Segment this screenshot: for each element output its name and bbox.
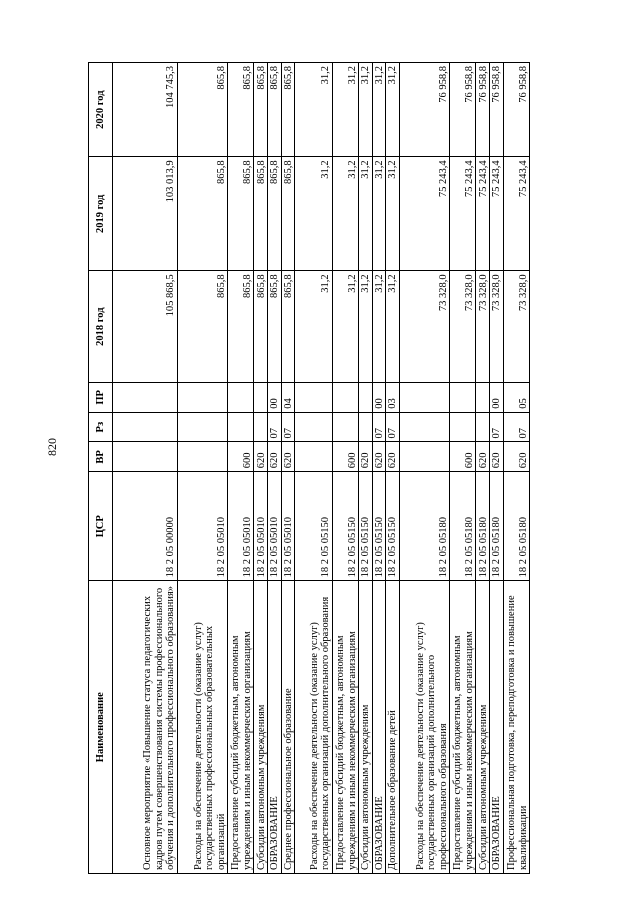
cell-rz (254, 412, 268, 442)
table-row (268, 63, 282, 874)
cell-rz (450, 412, 476, 442)
cell-name: Субсидии автономным учреждениям (476, 581, 490, 874)
table-row (332, 63, 358, 874)
table-row (281, 63, 295, 874)
cell-pr: 00 (372, 382, 386, 412)
cell-rz (476, 412, 490, 442)
table-row (399, 63, 449, 874)
table-row (254, 63, 268, 874)
cell-name: Предоставление субсидий бюджетным, автономным учреждениям и иным некоммерческим организациям (332, 581, 358, 874)
cell-2020: 865,8 (268, 63, 282, 157)
table-row (295, 63, 333, 874)
cell-2020: 31,2 (332, 63, 358, 157)
table-row (490, 63, 504, 874)
cell-2019: 865,8 (254, 157, 268, 271)
table-row (372, 63, 386, 874)
cell-2018: 31,2 (386, 271, 400, 383)
cell-2019: 31,2 (372, 157, 386, 271)
cell-rz: 07 (268, 412, 282, 442)
cell-vr: 620 (490, 442, 504, 472)
cell-2019: 75 243,4 (399, 157, 449, 271)
cell-csr: 18 2 05 05150 (359, 472, 373, 581)
cell-2019: 31,2 (386, 157, 400, 271)
cell-rz (399, 412, 449, 442)
cell-name: Субсидии автономным учреждениям (359, 581, 373, 874)
cell-csr: 18 2 05 05010 (268, 472, 282, 581)
cell-vr (113, 442, 178, 472)
cell-rz (113, 412, 178, 442)
header-vr: ВР (89, 442, 113, 472)
cell-pr (450, 382, 476, 412)
cell-2018: 73 328,0 (490, 271, 504, 383)
cell-rz: 07 (503, 412, 529, 442)
cell-2019: 75 243,4 (450, 157, 476, 271)
cell-2020: 865,8 (281, 63, 295, 157)
cell-2020: 76 958,8 (503, 63, 529, 157)
cell-name: Расходы на обеспечение деятельности (оказание услуг) государственных профессиональных образовательных организаций (177, 581, 227, 874)
cell-2019: 75 243,4 (503, 157, 529, 271)
header-csr: ЦСР (89, 472, 113, 581)
cell-2018: 865,8 (177, 271, 227, 383)
cell-vr (295, 442, 333, 472)
cell-2019: 103 013,9 (113, 157, 178, 271)
cell-2019: 75 243,4 (476, 157, 490, 271)
rotated-table-container (88, 62, 530, 874)
cell-pr: 00 (268, 382, 282, 412)
cell-vr: 620 (476, 442, 490, 472)
cell-rz: 07 (372, 412, 386, 442)
cell-vr: 620 (254, 442, 268, 472)
cell-2019: 865,8 (177, 157, 227, 271)
cell-2020: 31,2 (359, 63, 373, 157)
cell-csr: 18 2 05 05180 (490, 472, 504, 581)
cell-2018: 865,8 (281, 271, 295, 383)
cell-rz: 07 (490, 412, 504, 442)
cell-2020: 104 745,3 (113, 63, 178, 157)
cell-csr: 18 2 05 05010 (281, 472, 295, 581)
budget-table (88, 62, 530, 874)
cell-csr: 18 2 05 05150 (295, 472, 333, 581)
cell-vr: 620 (268, 442, 282, 472)
cell-pr (476, 382, 490, 412)
cell-pr: 00 (490, 382, 504, 412)
cell-pr (228, 382, 254, 412)
cell-rz (295, 412, 333, 442)
cell-pr: 03 (386, 382, 400, 412)
cell-vr: 620 (503, 442, 529, 472)
cell-csr: 18 2 05 05150 (372, 472, 386, 581)
cell-pr (295, 382, 333, 412)
cell-rz (228, 412, 254, 442)
cell-2019: 31,2 (359, 157, 373, 271)
cell-name: ОБРАЗОВАНИЕ (268, 581, 282, 874)
cell-vr: 620 (359, 442, 373, 472)
cell-2019: 31,2 (332, 157, 358, 271)
cell-vr: 620 (372, 442, 386, 472)
cell-pr (177, 382, 227, 412)
cell-pr (113, 382, 178, 412)
cell-name: Профессиональная подготовка, переподготовка и повышение квалификации (503, 581, 529, 874)
cell-2018: 31,2 (295, 271, 333, 383)
cell-csr: 18 2 05 05180 (503, 472, 529, 581)
cell-name: Предоставление субсидий бюджетным, автономным учреждениям и иным некоммерческим организациям (450, 581, 476, 874)
cell-vr: 620 (386, 442, 400, 472)
cell-csr: 18 2 05 05010 (254, 472, 268, 581)
cell-pr: 04 (281, 382, 295, 412)
cell-name: Основное мероприятие «Повышение статуса педагогических кадров путем совершенствования системы профессионального обучения и дополнительного профессионального образования» (113, 581, 178, 874)
header-2019: 2019 год (89, 157, 113, 271)
cell-csr: 18 2 05 05150 (386, 472, 400, 581)
cell-name: ОБРАЗОВАНИЕ (490, 581, 504, 874)
cell-2018: 865,8 (228, 271, 254, 383)
header-pr: ПР (89, 382, 113, 412)
cell-2018: 31,2 (359, 271, 373, 383)
cell-2020: 865,8 (254, 63, 268, 157)
cell-name: Субсидии автономным учреждениям (254, 581, 268, 874)
cell-vr (399, 442, 449, 472)
cell-pr (254, 382, 268, 412)
cell-2018: 865,8 (268, 271, 282, 383)
header-rz: Рз (89, 412, 113, 442)
cell-2019: 31,2 (295, 157, 333, 271)
header-2018: 2018 год (89, 271, 113, 383)
table-row (450, 63, 476, 874)
cell-2018: 31,2 (332, 271, 358, 383)
cell-2018: 73 328,0 (503, 271, 529, 383)
cell-vr (177, 442, 227, 472)
page-number: 820 (45, 438, 59, 456)
cell-name: Расходы на обеспечение деятельности (оказание услуг) государственных организаций дополнительного образования (295, 581, 333, 874)
cell-2018: 865,8 (254, 271, 268, 383)
cell-pr: 05 (503, 382, 529, 412)
cell-2020: 865,8 (228, 63, 254, 157)
cell-rz (359, 412, 373, 442)
table-header-row (89, 63, 113, 874)
cell-name: Расходы на обеспечение деятельности (оказание услуг) государственных организаций дополнительного профессионального образования (399, 581, 449, 874)
table-row (228, 63, 254, 874)
cell-csr: 18 2 05 05180 (399, 472, 449, 581)
table-row (177, 63, 227, 874)
table-row (503, 63, 529, 874)
cell-vr: 600 (332, 442, 358, 472)
cell-name: Дополнительное образование детей (386, 581, 400, 874)
cell-vr: 600 (450, 442, 476, 472)
header-name: Наименование (89, 581, 113, 874)
cell-csr: 18 2 05 05010 (177, 472, 227, 581)
table-row (359, 63, 373, 874)
cell-2020: 31,2 (295, 63, 333, 157)
cell-csr: 18 2 05 05180 (476, 472, 490, 581)
cell-2020: 31,2 (386, 63, 400, 157)
cell-csr: 18 2 05 05180 (450, 472, 476, 581)
cell-pr (359, 382, 373, 412)
cell-csr: 18 2 05 05150 (332, 472, 358, 581)
table-row (113, 63, 178, 874)
table-row (476, 63, 490, 874)
cell-pr (332, 382, 358, 412)
cell-vr: 620 (281, 442, 295, 472)
cell-rz: 07 (386, 412, 400, 442)
cell-2020: 76 958,8 (399, 63, 449, 157)
cell-2018: 73 328,0 (399, 271, 449, 383)
cell-2020: 76 958,8 (490, 63, 504, 157)
cell-2020: 865,8 (177, 63, 227, 157)
cell-2018: 31,2 (372, 271, 386, 383)
cell-2019: 865,8 (228, 157, 254, 271)
cell-2018: 73 328,0 (450, 271, 476, 383)
header-2020: 2020 год (89, 63, 113, 157)
cell-2018: 73 328,0 (476, 271, 490, 383)
cell-2019: 865,8 (268, 157, 282, 271)
cell-name: Среднее профессиональное образование (281, 581, 295, 874)
cell-csr: 18 2 05 05010 (228, 472, 254, 581)
cell-2018: 105 868,5 (113, 271, 178, 383)
cell-2020: 76 958,8 (450, 63, 476, 157)
cell-name: ОБРАЗОВАНИЕ (372, 581, 386, 874)
table-row (386, 63, 400, 874)
cell-name: Предоставление субсидий бюджетным, автономным учреждениям и иным некоммерческим организациям (228, 581, 254, 874)
cell-rz (177, 412, 227, 442)
cell-2019: 75 243,4 (490, 157, 504, 271)
cell-2020: 76 958,8 (476, 63, 490, 157)
cell-vr: 600 (228, 442, 254, 472)
cell-csr: 18 2 05 00000 (113, 472, 178, 581)
cell-2019: 865,8 (281, 157, 295, 271)
cell-rz: 07 (281, 412, 295, 442)
cell-pr (399, 382, 449, 412)
cell-rz (332, 412, 358, 442)
cell-2020: 31,2 (372, 63, 386, 157)
